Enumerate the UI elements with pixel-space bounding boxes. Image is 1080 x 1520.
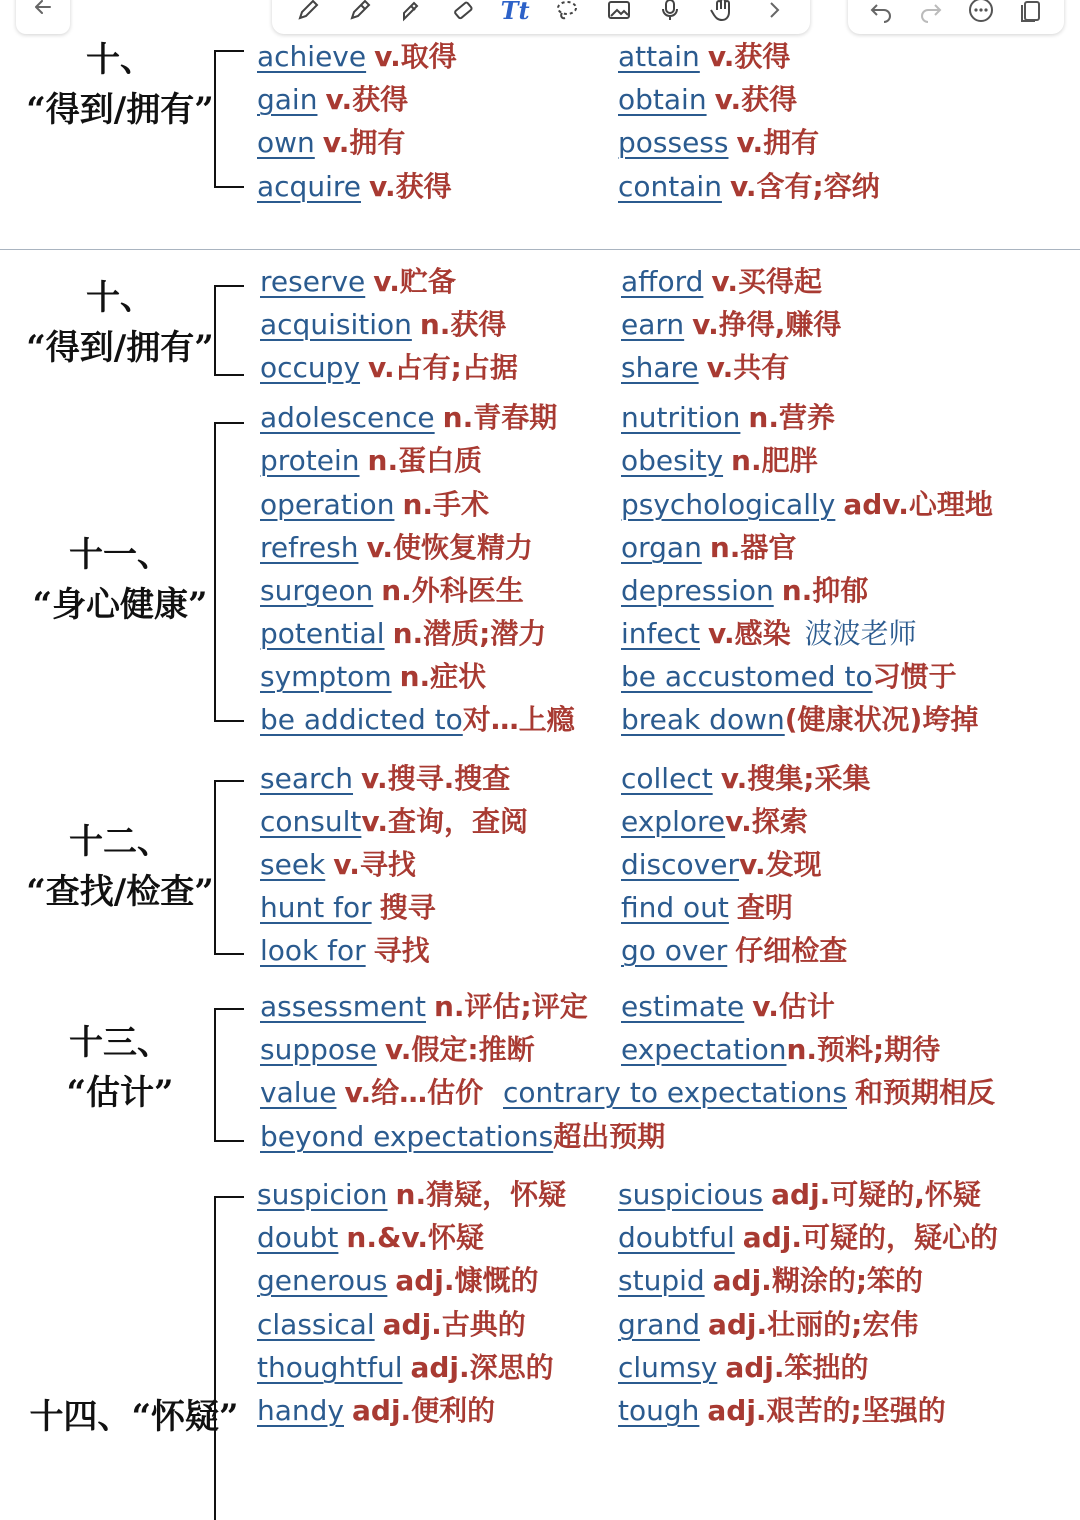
vocab-word-link[interactable]: discover	[621, 848, 739, 881]
vocab-definition: v.探索	[725, 805, 808, 838]
vocab-word-link[interactable]: psychologically	[621, 488, 836, 521]
vocab-entry	[260, 1075, 483, 1111]
highlighter-icon[interactable]	[396, 0, 426, 25]
vocab-word-link[interactable]: attain	[618, 40, 700, 73]
vocab-word-link[interactable]: go over	[621, 934, 728, 967]
vocab-entry	[260, 573, 524, 609]
vocab-definition: v.搜寻.搜查	[361, 762, 511, 795]
handwritten-note: 波波老师	[804, 617, 917, 650]
vocab-entry	[621, 264, 822, 300]
vocab-definition: adj.笨拙的	[725, 1351, 869, 1384]
vocab-entry	[257, 39, 457, 75]
vocab-definition: v.共有	[706, 351, 790, 384]
vocab-word-link[interactable]: beyond expectations	[260, 1120, 554, 1153]
group-heading	[20, 530, 220, 630]
vocab-definition: 习惯于	[872, 660, 957, 693]
vocab-entry	[618, 1350, 869, 1386]
vocab-word-link[interactable]: obtain	[618, 83, 707, 116]
vocab-definition: adj.便利的	[352, 1394, 496, 1427]
eraser-icon[interactable]	[448, 0, 478, 25]
vocab-word-link[interactable]: refresh	[260, 531, 359, 564]
vocab-word-link[interactable]: share	[621, 351, 699, 384]
vocab-definition: 对…上瘾	[462, 703, 575, 736]
vocab-entry	[257, 125, 405, 161]
vocab-definition: v.查询，查阅	[361, 805, 528, 838]
vocab-definition: (健康状况)垮掉	[784, 703, 979, 736]
group-bracket	[214, 780, 244, 955]
vocab-entry	[503, 1075, 995, 1111]
vocab-word-link[interactable]: acquisition	[260, 308, 412, 341]
vocab-entry	[618, 169, 880, 205]
vocab-word-link[interactable]: value	[260, 1076, 337, 1109]
vocab-entry	[260, 890, 436, 926]
vocab-word-link[interactable]: consult	[260, 805, 362, 838]
vocab-word-link[interactable]: possess	[618, 126, 729, 159]
vocab-definition: n.蛋白质	[367, 444, 483, 477]
vocab-entry	[260, 264, 456, 300]
arrow-left-icon	[30, 0, 56, 27]
vocab-definition: v.拥有	[736, 126, 820, 159]
vocab-entry	[621, 487, 993, 523]
vocab-definition: v.拥有	[322, 126, 406, 159]
vocab-entry	[260, 847, 416, 883]
vocab-definition: v.获得	[714, 83, 798, 116]
vocab-definition: v.寻找	[333, 848, 416, 881]
vocab-definition: v.贮备	[373, 265, 456, 298]
back-button[interactable]	[16, 0, 70, 34]
vocab-word-link[interactable]: obesity	[621, 444, 724, 477]
vocab-definition: 搜寻	[379, 891, 436, 924]
vocab-word-link[interactable]: thoughtful	[257, 1351, 403, 1384]
group-heading	[20, 35, 220, 135]
vocab-definition: 仔细检查	[735, 934, 848, 967]
vocab-entry	[621, 400, 835, 436]
vocab-definition: n.手术	[402, 488, 490, 521]
vocab-word-link[interactable]: operation	[260, 488, 395, 521]
vocab-entry	[621, 307, 841, 343]
vocab-word-link[interactable]: be accustomed to	[621, 660, 873, 693]
vocab-word-link[interactable]: explore	[621, 805, 726, 838]
chevron-right-icon[interactable]	[759, 0, 789, 25]
group-number: 十、	[86, 40, 154, 80]
vocab-definition: adj.糊涂的;笨的	[712, 1264, 924, 1297]
vocab-definition: 寻找	[373, 934, 430, 967]
text-tool-icon[interactable]: Tt	[500, 0, 530, 25]
vocab-word-link[interactable]: acquire	[257, 170, 361, 203]
vocab-entry	[257, 1177, 566, 1213]
image-icon[interactable]	[604, 0, 634, 25]
vocab-definition: n.获得	[419, 308, 507, 341]
vocab-entry	[618, 1263, 923, 1299]
vocab-word-link[interactable]: afford	[621, 265, 704, 298]
vocab-definition: v.获得	[707, 40, 791, 73]
vocab-definition: v.挣得,赚得	[692, 308, 842, 341]
vocab-definition: v.买得起	[711, 265, 822, 298]
vocab-definition: v.使恢复精力	[366, 531, 534, 564]
vocab-word-link[interactable]: break down	[621, 703, 785, 736]
vocab-word-link[interactable]: contrary to expectations	[503, 1076, 847, 1109]
group-heading	[20, 1018, 220, 1118]
vocab-word-link[interactable]: tough	[618, 1394, 700, 1427]
vocab-definition: adj.慷慨的	[395, 1264, 539, 1297]
vocab-entry	[260, 989, 588, 1025]
vocab-word-link[interactable]: handy	[257, 1394, 344, 1427]
hand-icon[interactable]	[707, 0, 737, 25]
vocab-definition: adj.壮丽的;宏伟	[707, 1308, 919, 1341]
vocab-word-link[interactable]: organ	[621, 531, 702, 564]
vocab-entry	[621, 989, 835, 1025]
group-title: “怀疑”	[131, 1397, 239, 1437]
vocab-entry	[621, 443, 818, 479]
vocab-entry	[618, 1220, 998, 1256]
vocab-word-link[interactable]: search	[260, 762, 354, 795]
group-number: 十、	[86, 278, 154, 318]
vocab-word-link[interactable]: suppose	[260, 1033, 377, 1066]
vocab-word-link[interactable]: find out	[621, 891, 729, 924]
vocab-entry	[260, 659, 486, 695]
vocab-entry	[257, 1350, 554, 1386]
vocab-entry	[621, 804, 808, 840]
undo-icon[interactable]	[866, 0, 896, 25]
vocab-entry	[260, 616, 546, 652]
vocab-definition: v.估计	[752, 990, 835, 1023]
vocab-definition: adj.古典的	[382, 1308, 526, 1341]
vocab-entry	[621, 702, 978, 738]
vocab-word-link[interactable]: be addicted to	[260, 703, 463, 736]
group-heading	[20, 817, 220, 917]
vocab-entry	[621, 616, 917, 652]
drawing-toolbar	[272, 0, 810, 34]
vocab-entry	[618, 82, 797, 118]
vocab-word-link[interactable]: doubtful	[618, 1221, 735, 1254]
vocab-entry	[618, 39, 790, 75]
group-bracket	[214, 1196, 244, 1520]
vocab-definition: v.占有;占据	[368, 351, 518, 384]
group-bracket	[214, 422, 244, 722]
vocab-word-link[interactable]: suspicious	[618, 1178, 764, 1211]
vocab-word-link[interactable]: reserve	[260, 265, 366, 298]
vocab-definition: n.营养	[748, 401, 835, 434]
pen-icon[interactable]	[293, 0, 323, 25]
vocab-definition: n.症状	[399, 660, 487, 693]
action-toolbar	[848, 0, 1064, 34]
vocab-entry	[621, 659, 957, 695]
page-divider	[0, 249, 1080, 250]
lasso-icon[interactable]	[552, 0, 582, 25]
vocab-entry	[260, 487, 489, 523]
vocab-entry	[260, 400, 557, 436]
vocab-entry	[621, 890, 793, 926]
vocab-definition: n.器官	[709, 531, 797, 564]
vocab-definition: 查明	[736, 891, 793, 924]
vocab-entry	[621, 761, 871, 797]
vocab-word-link[interactable]: hunt for	[260, 891, 372, 924]
vocab-definition: v.含有;容纳	[729, 170, 880, 203]
vocab-word-link[interactable]: generous	[257, 1264, 388, 1297]
vocab-entry	[260, 1032, 535, 1068]
pages-icon[interactable]	[1016, 0, 1046, 25]
vocab-word-link[interactable]: symptom	[260, 660, 392, 693]
vocab-word-link[interactable]: expectation	[621, 1033, 787, 1066]
vocab-entry	[260, 307, 506, 343]
vocab-definition: n.&v.怀疑	[346, 1221, 485, 1254]
vocab-definition: v.获得	[368, 170, 452, 203]
vocab-definition: adj.可疑的,怀疑	[771, 1178, 981, 1211]
vocab-entry	[257, 1393, 495, 1429]
vocab-word-link[interactable]: occupy	[260, 351, 361, 384]
group-number: 十二、	[69, 822, 171, 862]
group-bracket	[214, 1008, 244, 1142]
vocab-entry	[260, 761, 510, 797]
vocab-definition: v.获得	[325, 83, 409, 116]
vocab-word-link[interactable]: gain	[257, 83, 318, 116]
vocab-entry	[260, 804, 528, 840]
vocab-entry	[618, 1393, 946, 1429]
pencil-icon[interactable]	[345, 0, 375, 25]
vocab-word-link[interactable]: assessment	[260, 990, 426, 1023]
vocab-word-link[interactable]: stupid	[618, 1264, 705, 1297]
vocab-word-link[interactable]: contain	[618, 170, 722, 203]
vocab-definition: n.猜疑，怀疑	[395, 1178, 567, 1211]
vocab-definition: n.外科医生	[381, 574, 524, 607]
vocab-definition: n.抑郁	[781, 574, 869, 607]
vocab-entry	[257, 169, 452, 205]
group-title: “估计”	[66, 1073, 174, 1113]
vocab-definition: n.预料;期待	[786, 1033, 941, 1066]
vocab-entry	[618, 125, 819, 161]
vocab-entry	[260, 530, 533, 566]
vocab-word-link[interactable]: seek	[260, 848, 326, 881]
vocab-entry	[621, 530, 796, 566]
vocab-definition: n.潜质;潜力	[392, 617, 547, 650]
vocab-word-link[interactable]: suspicion	[257, 1178, 388, 1211]
vocab-entry	[260, 702, 575, 738]
vocab-word-link[interactable]: look for	[260, 934, 366, 967]
redo-icon[interactable]	[916, 0, 946, 25]
vocab-entry	[260, 443, 482, 479]
vocab-entry	[257, 82, 408, 118]
vocab-definition: v.取得	[374, 40, 457, 73]
vocab-definition: v.搜集;采集	[720, 762, 871, 795]
vocab-definition: v.给…估价	[344, 1076, 484, 1109]
vocab-definition: v.假定:推断	[384, 1033, 535, 1066]
microphone-icon[interactable]	[655, 0, 685, 25]
vocab-word-link[interactable]: potential	[260, 617, 385, 650]
vocab-entry	[621, 350, 789, 386]
vocab-word-link[interactable]: clumsy	[618, 1351, 718, 1384]
group-number: 十一、	[69, 535, 171, 575]
vocab-word-link[interactable]: own	[257, 126, 315, 159]
vocab-entry	[260, 1119, 665, 1155]
vocab-definition: 和预期相反	[854, 1076, 995, 1109]
vocab-entry	[621, 1032, 940, 1068]
vocab-entry	[260, 350, 518, 386]
vocab-word-link[interactable]: classical	[257, 1308, 375, 1341]
vocab-word-link[interactable]: depression	[621, 574, 774, 607]
vocab-definition: adj.可疑的，疑心的	[742, 1221, 998, 1254]
vocab-word-link[interactable]: protein	[260, 444, 360, 477]
vocab-word-link[interactable]: surgeon	[260, 574, 374, 607]
vocab-word-link[interactable]: grand	[618, 1308, 700, 1341]
vocab-entry	[257, 1307, 526, 1343]
group-title: “身心健康”	[32, 585, 208, 625]
more-icon[interactable]	[966, 0, 996, 25]
vocab-definition: v.发现	[738, 848, 822, 881]
vocab-entry	[618, 1177, 981, 1213]
vocab-entry	[618, 1307, 918, 1343]
vocab-definition: adj.艰苦的;坚强的	[707, 1394, 946, 1427]
vocab-entry	[260, 933, 430, 969]
vocab-word-link[interactable]: infect	[621, 617, 700, 650]
group-number: 十三、	[69, 1023, 171, 1063]
group-bracket	[214, 50, 244, 188]
group-bracket	[214, 285, 244, 376]
vocab-definition: v.感染	[707, 617, 791, 650]
vocab-entry	[621, 847, 822, 883]
group-title: “查找/检查”	[26, 872, 214, 912]
vocab-word-link[interactable]: estimate	[621, 990, 745, 1023]
vocab-definition: n.评估;评定	[433, 990, 588, 1023]
vocab-definition: adv.心理地	[843, 488, 993, 521]
vocab-word-link[interactable]: collect	[621, 762, 713, 795]
vocab-word-link[interactable]: adolescence	[260, 401, 435, 434]
vocab-word-link[interactable]: nutrition	[621, 401, 741, 434]
vocab-entry	[621, 933, 847, 969]
vocab-word-link[interactable]: achieve	[257, 40, 367, 73]
vocab-entry	[257, 1263, 539, 1299]
vocab-word-link[interactable]: earn	[621, 308, 685, 341]
group-title: “得到/拥有”	[26, 90, 214, 130]
vocab-definition: adj.深思的	[410, 1351, 554, 1384]
vocab-word-link[interactable]: doubt	[257, 1221, 339, 1254]
group-heading	[20, 273, 220, 373]
vocab-entry	[621, 573, 868, 609]
group-title: “得到/拥有”	[26, 328, 214, 368]
vocab-definition: n.青春期	[442, 401, 558, 434]
vocab-definition: n.肥胖	[731, 444, 818, 477]
vocab-entry	[257, 1220, 484, 1256]
vocab-definition: 超出预期	[553, 1120, 666, 1153]
group-number: 十四、	[29, 1397, 132, 1437]
